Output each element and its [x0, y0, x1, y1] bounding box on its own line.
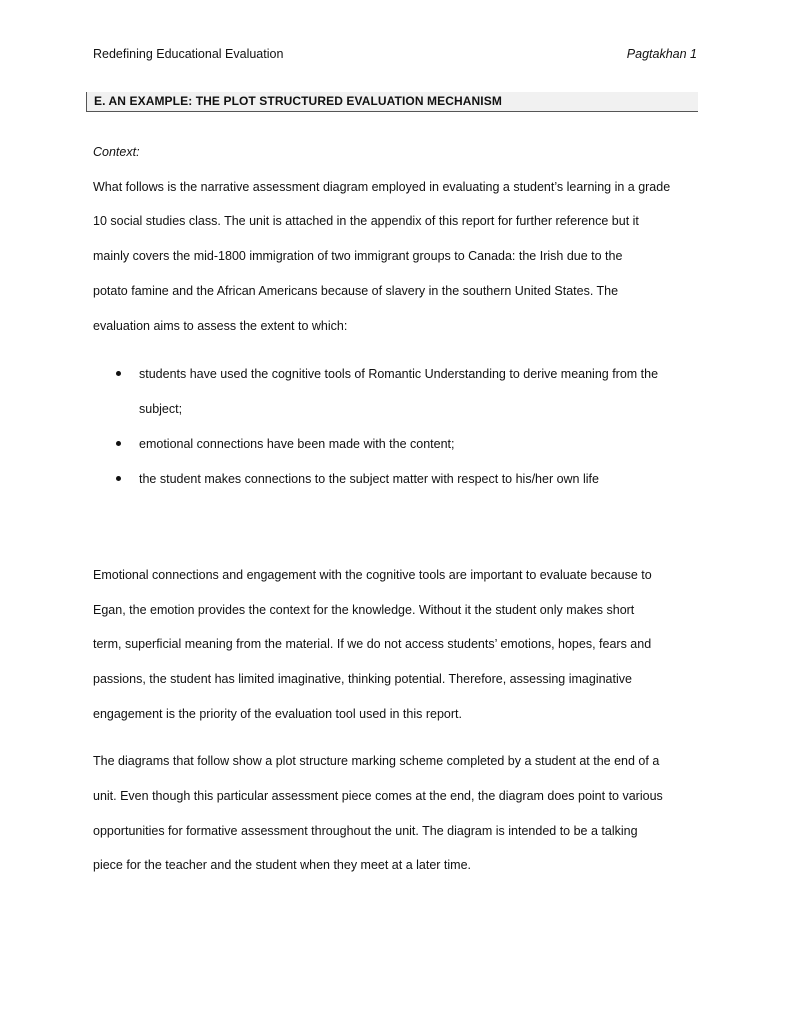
paragraph-line: term, superficial meaning from the material. If we do not access students’ emotions, hopes, fears and — [93, 637, 652, 651]
context-line: evaluation aims to assess the extent to which: — [93, 319, 348, 333]
section-heading-box — [86, 92, 698, 112]
running-title: Redefining Educational Evaluation — [93, 47, 284, 61]
bullet-dot — [116, 476, 121, 481]
context-label: Context: — [93, 145, 140, 159]
bullet-text: emotional connections have been made with the content; — [139, 437, 455, 451]
bullet-text: the student makes connections to the subject matter with respect to his/her own life — [139, 472, 599, 486]
paragraph-line: engagement is the priority of the evaluation tool used in this report. — [93, 707, 462, 721]
paragraph-line: The diagrams that follow show a plot structure marking scheme completed by a student at the end of a — [93, 754, 660, 768]
bullet-text: students have used the cognitive tools of Romantic Understanding to derive meaning from the — [139, 367, 659, 381]
paragraph-line: unit. Even though this particular assessment piece comes at the end, the diagram does point to various — [93, 789, 663, 803]
context-line: potato famine and the African Americans because of slavery in the southern United States. The — [93, 284, 619, 298]
paragraph-line: passions, the student has limited imaginative, thinking potential. Therefore, assessing imaginative — [93, 672, 632, 686]
bullet-text: subject; — [139, 402, 183, 416]
paragraph-line: Emotional connections and engagement with the cognitive tools are important to evaluate because to — [93, 568, 652, 582]
section-heading: E. AN EXAMPLE: THE PLOT STRUCTURED EVALUATION MECHANISM — [94, 94, 502, 108]
page-header — [93, 46, 697, 62]
bullet-dot — [116, 441, 121, 446]
paragraph-line: opportunities for formative assessment throughout the unit. The diagram is intended to be a talking — [93, 824, 638, 838]
paragraph-line: piece for the teacher and the student when they meet at a later time. — [93, 858, 472, 872]
context-line: 10 social studies class. The unit is attached in the appendix of this report for further reference but it — [93, 214, 639, 228]
context-line: What follows is the narrative assessment diagram employed in evaluating a student’s learning in a grade — [93, 180, 671, 194]
context-line: mainly covers the mid-1800 immigration of two immigrant groups to Canada: the Irish due to the — [93, 249, 623, 263]
paragraph-line: Egan, the emotion provides the context for the knowledge. Without it the student only makes short — [93, 603, 635, 617]
page-number: Pagtakhan 1 — [626, 47, 697, 61]
bullet-dot — [116, 371, 121, 376]
